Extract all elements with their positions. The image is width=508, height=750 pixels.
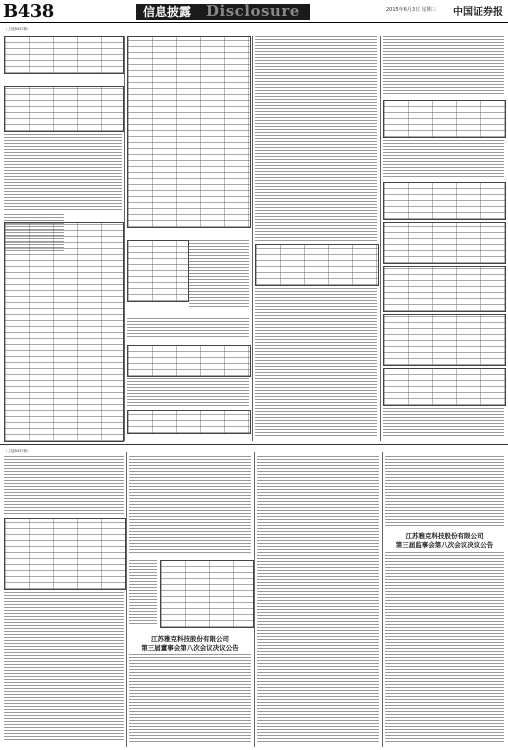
notice-company-2: 江苏雅克科技股份有限公司 [405,532,484,540]
text-block [127,378,249,408]
section-title-cn: 信息披露 [143,5,192,19]
continued-label-top: （上接B437版） [4,27,31,31]
table-column-4-e [383,314,506,366]
text-block [4,592,124,742]
table-column-4-f [383,368,506,406]
table-column-3 [255,244,379,286]
table-column-2-top [127,36,251,228]
text-block [255,36,377,242]
table-column-2-bottom [127,345,251,377]
text-block [129,560,157,626]
table-bottom-mid [160,560,254,628]
section-title-en: Disclosure [206,2,300,20]
table-column-4-b [383,182,506,220]
table-column-4-c [383,222,506,264]
table-column-2-mid [127,240,189,302]
text-block [385,552,504,744]
newspaper-logo: 中国证券报 [453,7,503,18]
notice-title-2: 第三届监事会第八次会议决议公告 [395,541,494,549]
text-block [129,456,251,556]
table-top-left-1 [4,36,124,74]
table-column-4-d [383,266,506,312]
notice-title-1: 第三届董事会第八次会议决议公告 [141,644,239,652]
continued-label-bottom: （上接B437版） [4,449,31,453]
text-block [4,134,122,212]
page-number: B438 [3,1,54,22]
table-column-4-a [383,100,506,138]
table-bottom-left [4,518,126,590]
table-column-2-footer [127,410,251,434]
text-block [129,654,251,744]
table-top-left-2 [4,86,124,132]
text-block [4,456,124,516]
text-block [383,408,504,438]
table-subsidiaries [4,222,124,442]
text-block [127,318,249,340]
text-block [383,140,504,180]
text-block [385,456,504,528]
text-block [255,288,377,438]
notice-company-1: 江苏雅克科技股份有限公司 [151,635,229,643]
page-header [0,0,508,23]
text-block [189,240,249,310]
text-block [257,456,379,744]
text-block [383,36,504,96]
issue-date: 2015年6月3日 星期三 [386,7,437,13]
